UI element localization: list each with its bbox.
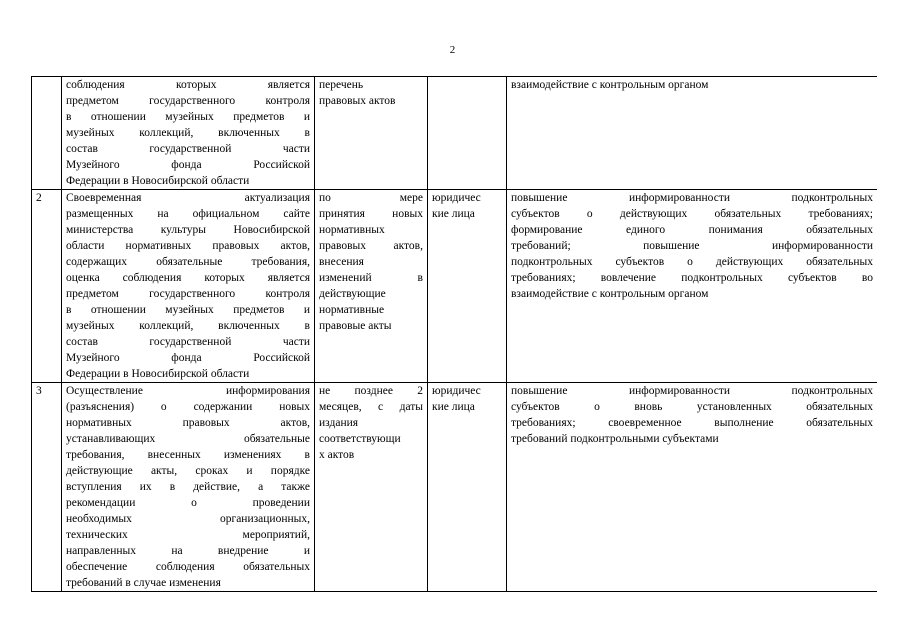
cell-text-line: Своевременная актуализация: [66, 192, 310, 204]
page-number: 2: [449, 44, 456, 56]
cell-text-line: правовые акты: [319, 320, 392, 332]
cell-text-line: Музейного фонда Российской: [66, 352, 310, 364]
cell-text-line: Осуществление информирования: [66, 385, 310, 397]
cell-text-line: требования, внесенных изменениях в: [66, 449, 310, 461]
cell-text-line: субъектов о действующих обязательных требованиях;: [511, 208, 873, 220]
cell-text-line: субъектов о вновь установленных обязательных: [511, 401, 873, 413]
cell-text-line: юридичес: [432, 385, 481, 397]
cell-text-line: Федерации в Новосибирской области: [66, 175, 250, 187]
cell-text-line: министерства культуры Новосибирской: [66, 224, 310, 236]
subjects-cell: [428, 190, 507, 383]
row-number: 3: [36, 385, 42, 397]
cell-text-line: музейных коллекций, включенных в: [66, 127, 310, 139]
cell-text-line: требованиях; своевременное выполнение обязательных: [511, 417, 873, 429]
cell-text-line: действующие: [319, 288, 386, 300]
cell-text-line: требованиях; вовлечение подконтрольных субъектов во: [511, 272, 873, 284]
cell-text-line: вступления их в действие, а также: [66, 481, 310, 493]
cell-text-line: принятия новых: [319, 208, 423, 220]
measure-cell: [62, 77, 315, 190]
cell-text-line: повышение информированности подконтрольных: [511, 385, 873, 397]
cell-text-line: нормативных правовых актов,: [66, 417, 310, 429]
subjects-cell: [428, 383, 507, 592]
cell-text-line: повышение информированности подконтрольных: [511, 192, 873, 204]
cell-text-line: необходимых организационных,: [66, 513, 310, 525]
cell-text-line: оценка соблюдения которых является: [66, 272, 310, 284]
document-table: [31, 76, 877, 592]
cell-text-line: направленных на внедрение и: [66, 545, 310, 557]
cell-text-line: Музейного фонда Российской: [66, 159, 310, 171]
measure-cell: [62, 383, 315, 592]
row-number-cell: [32, 190, 62, 383]
deadline-cell: [315, 383, 428, 592]
document-table-container: [31, 76, 877, 606]
subjects-cell: [428, 77, 507, 190]
measure-cell: [62, 190, 315, 383]
cell-text-line: соответствующи: [319, 433, 401, 445]
cell-text-line: музейных коллекций, включенных в: [66, 320, 310, 332]
cell-text-line: области нормативных правовых актов,: [66, 240, 310, 252]
row-number: 2: [36, 192, 42, 204]
cell-text-line: в отношении музейных предметов и: [66, 304, 310, 316]
cell-text-line: содержащих обязательные требования,: [66, 256, 310, 268]
result-cell: [507, 190, 878, 383]
cell-text-line: нормативных: [319, 224, 385, 236]
table-body: [32, 77, 878, 592]
row-number-cell: [32, 77, 62, 190]
result-cell: [507, 383, 878, 592]
cell-text-line: юридичес: [432, 192, 481, 204]
cell-text-line: устанавливающих обязательные: [66, 433, 310, 445]
cell-text-line: требований подконтрольными субъектами: [511, 433, 719, 445]
cell-text-line: формирование единого понимания обязательных: [511, 224, 873, 236]
cell-text-line: требований; повышение информированности: [511, 240, 873, 252]
deadline-cell: [315, 77, 428, 190]
cell-text-line: по мере: [319, 192, 423, 204]
cell-text-line: (разъяснения) о содержании новых: [66, 401, 310, 413]
deadline-cell: [315, 190, 428, 383]
cell-text-line: х актов: [319, 449, 355, 461]
cell-text-line: обеспечение соблюдения обязательных: [66, 561, 310, 573]
cell-text-line: кие лица: [432, 401, 475, 413]
cell-text-line: изменений в: [319, 272, 423, 284]
cell-text-line: предметом государственного контроля: [66, 95, 310, 107]
cell-text-line: Федерации в Новосибирской области: [66, 368, 250, 380]
row-number-cell: [32, 383, 62, 592]
cell-text-line: предметом государственного контроля: [66, 288, 310, 300]
cell-text-line: правовых актов,: [319, 240, 423, 252]
cell-text-line: в отношении музейных предметов и: [66, 111, 310, 123]
cell-text-line: нормативные: [319, 304, 385, 316]
table-row: [32, 77, 878, 190]
cell-text-line: подконтрольных субъектов о действующих обязательных: [511, 256, 873, 268]
cell-text-line: перечень: [319, 79, 364, 91]
cell-text-line: взаимодействие с контрольным органом: [511, 288, 709, 300]
cell-text-line: внесения: [319, 256, 364, 268]
cell-text-line: месяцев, с даты: [319, 401, 423, 413]
table-row: [32, 383, 878, 592]
cell-text-line: рекомендации о проведении: [66, 497, 310, 509]
cell-text-line: издания: [319, 417, 359, 429]
result-cell: [507, 77, 878, 190]
cell-text-line: соблюдения которых является: [66, 79, 310, 91]
cell-text-line: действующие акты, сроках и порядке: [66, 465, 310, 477]
cell-text-line: размещенных на официальном сайте: [66, 208, 310, 220]
cell-text-line: не позднее 2: [319, 385, 423, 397]
table-row: [32, 190, 878, 383]
cell-text-line: требований в случае изменения: [66, 577, 221, 589]
cell-text-line: правовых актов: [319, 95, 396, 107]
cell-text-line: технических мероприятий,: [66, 529, 310, 541]
cell-text-line: взаимодействие с контрольным органом: [511, 79, 709, 91]
cell-text-line: кие лица: [432, 208, 475, 220]
cell-text-line: состав государственной части: [66, 143, 310, 155]
cell-text-line: состав государственной части: [66, 336, 310, 348]
